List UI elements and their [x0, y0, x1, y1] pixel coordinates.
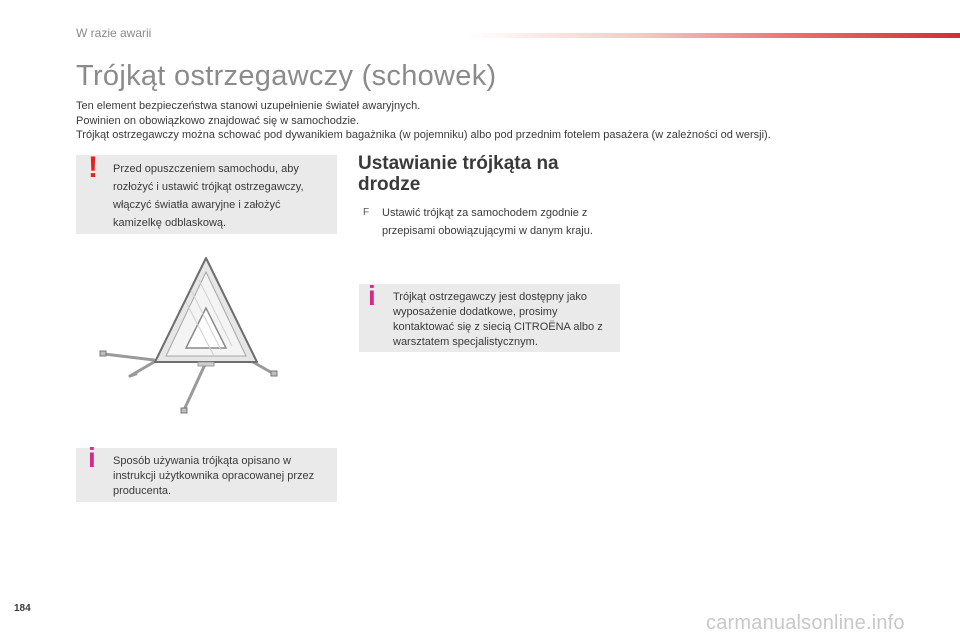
- exclamation-icon: !: [88, 151, 98, 184]
- warning-box: [76, 151, 337, 234]
- info-availability-text: Trójkąt ostrzegawczy jest dostępny jako wyposażenie dodatkowe, prosimy kontaktować się z siecią CITROËNA albo z warsztatem specjalistycznym.: [393, 291, 603, 348]
- setup-step-text: Ustawić trójkąt za samochodem zgodnie z przepisami obowiązującymi w danym kraju.: [382, 207, 593, 237]
- intro-line: Ten element bezpieczeństwa stanowi uzupełnienie świateł awaryjnych.: [76, 100, 421, 112]
- intro-line: Trójkąt ostrzegawczy można schować pod dywanikiem bagażnika (w pojemniku) albo pod przednim fotelem pasażera (w zależności od wersji).: [76, 129, 771, 141]
- page-title: Trójkąt ostrzegawczy (schowek): [76, 60, 497, 92]
- watermark-text: carmanualsonline.info: [706, 612, 905, 634]
- info-box-usage: [76, 442, 337, 502]
- info-usage-text: Sposób używania trójkąta opisano w instrukcji użytkownika opracowanej przez producenta.: [113, 455, 315, 497]
- step-checkbox-icon: F: [363, 207, 370, 218]
- info-icon: i: [368, 280, 376, 311]
- warning-triangle-illustration: [96, 250, 278, 422]
- info-box-availability: [359, 280, 620, 352]
- setup-heading: Ustawianie trójkąta na drodze: [358, 153, 559, 195]
- intro-line: Powinien on obowiązkowo znajdować się w samochodzie.: [76, 114, 360, 127]
- warning-text: Przed opuszczeniem samochodu, aby rozłożyć i ustawić trójkąt ostrzegawczy, włączyć światła awaryjne i założyć kamizelkę odblaskową.: [113, 163, 304, 229]
- header-accent-bar: [470, 33, 960, 38]
- section-header: W razie awarii: [76, 26, 152, 40]
- info-icon: i: [88, 442, 96, 473]
- intro-paragraph: [76, 99, 936, 143]
- page-number: 184: [14, 603, 31, 614]
